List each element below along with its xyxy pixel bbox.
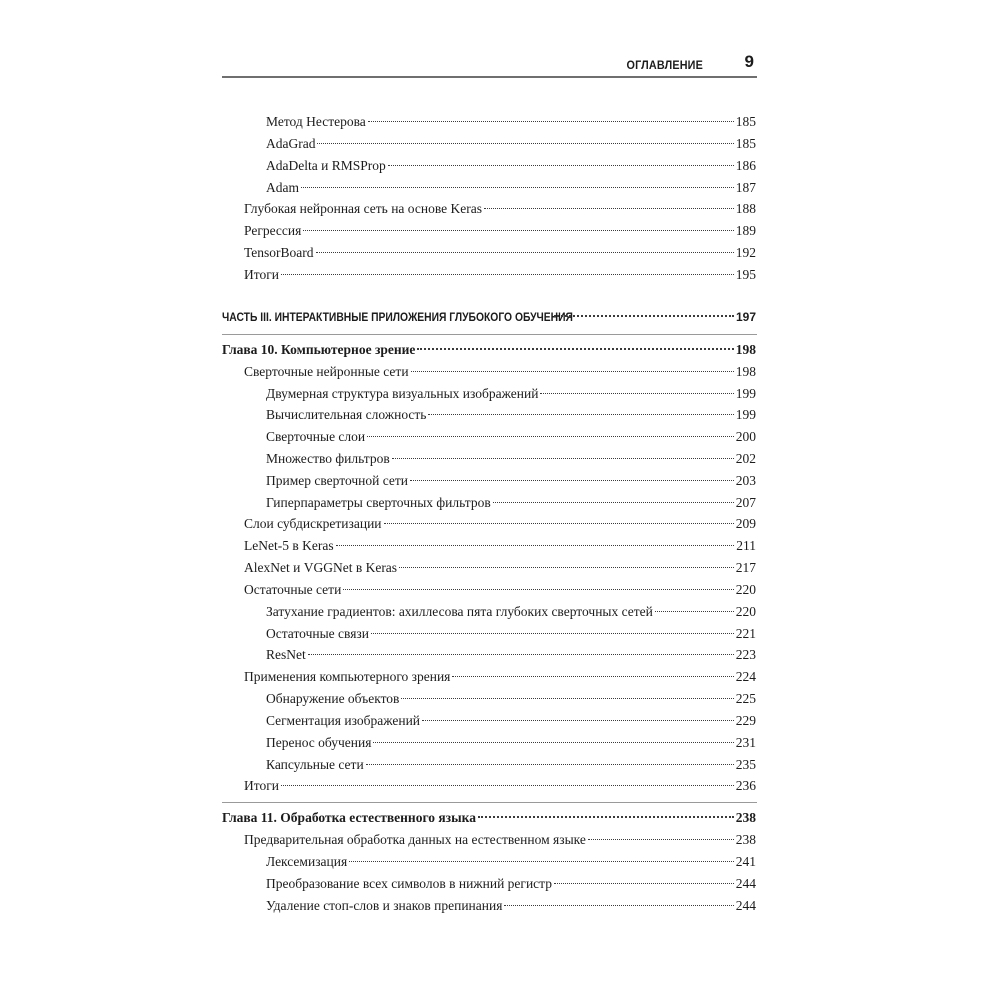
toc-entry: [266, 711, 756, 731]
toc-entry-page: 195: [735, 267, 756, 282]
toc-leader-dots: [317, 143, 733, 144]
toc-entry: [244, 265, 756, 285]
toc-leader-dots: [384, 523, 734, 524]
toc-entry-page: 220: [735, 604, 756, 619]
toc-leader-dots: [504, 905, 733, 906]
toc-leader-dots: [368, 121, 734, 122]
toc-entry-title: Перенос обучения: [266, 735, 372, 750]
toc-leader-dots: [493, 502, 734, 503]
toc-entry-page: 203: [735, 473, 756, 488]
toc-entry-page: 241: [735, 854, 756, 869]
toc-entry: [244, 776, 756, 796]
toc-entry-title: Остаточные сети: [244, 582, 342, 597]
toc-leader-dots: [308, 654, 734, 655]
toc-entry: [266, 493, 756, 513]
toc-leader-dots: [392, 458, 734, 459]
toc-entry: [266, 449, 756, 469]
toc-entry-title: Сверточные слои: [266, 429, 366, 444]
toc-leader-dots: [316, 252, 734, 253]
toc-leader-dots: [554, 883, 734, 884]
toc-leader-dots: [410, 480, 734, 481]
toc-chapter-title: Глава 10. Компьютерное зрение: [222, 342, 416, 357]
toc-entry-page: 192: [735, 245, 756, 260]
toc-entry-title: Остаточные связи: [266, 626, 369, 641]
toc-leader-dots: [428, 414, 733, 415]
toc-entry-title: Предварительная обработка данных на естественном языке: [244, 832, 586, 847]
toc-entry-page: 199: [735, 386, 756, 401]
toc-entry-page: 189: [735, 223, 756, 238]
toc-leader-dots: [655, 611, 734, 612]
toc-entry-title: Сегментация изображений: [266, 713, 421, 728]
toc-entry-page: 225: [735, 691, 756, 706]
toc-entry-title: Глубокая нейронная сеть на основе Keras: [244, 201, 482, 216]
toc-leader-dots: [417, 348, 733, 350]
toc-entry-title: Двумерная структура визуальных изображений: [266, 386, 539, 401]
toc-entry-title: Множество фильтров: [266, 451, 390, 466]
toc-leader-dots: [554, 315, 734, 317]
toc-entry-title: AlexNet и VGGNet в Keras: [244, 560, 398, 575]
toc-entry-title: Adam: [266, 180, 299, 195]
toc-entry: [266, 733, 756, 753]
toc-entry-title: Метод Нестерова: [266, 114, 366, 129]
section-rule: [222, 334, 757, 335]
toc-leader-dots: [422, 720, 734, 721]
toc-entry-page: 221: [735, 626, 756, 641]
toc-leader-dots: [371, 633, 734, 634]
toc-entry-title: Обнаружение объектов: [266, 691, 400, 706]
toc-entry-page: 236: [735, 778, 756, 793]
toc-entry-title: Лексемизация: [266, 854, 348, 869]
toc-entry-title: TensorBoard: [244, 245, 314, 260]
toc-entry-page: 235: [735, 757, 756, 772]
toc-entry: [244, 558, 756, 578]
toc-entry-page: 202: [735, 451, 756, 466]
toc-entry-page: 207: [735, 495, 756, 510]
toc-entry-page: 188: [735, 201, 756, 216]
toc-entry-page: 217: [735, 560, 756, 575]
toc-entry: [266, 874, 756, 894]
toc-entry: [244, 514, 756, 534]
toc-entry: [244, 580, 756, 600]
toc-leader-dots: [388, 165, 734, 166]
toc-entry: [266, 645, 756, 665]
toc-entry: [244, 830, 756, 850]
toc-entry-title: Преобразование всех символов в нижний регистр: [266, 876, 552, 891]
toc-entry: [266, 852, 756, 872]
toc-leader-dots: [588, 839, 734, 840]
toc-entry: [266, 134, 756, 154]
toc-leader-dots: [303, 230, 733, 231]
toc-leader-dots: [484, 208, 734, 209]
toc-leader-dots: [401, 698, 733, 699]
toc-entry-title: Капсульные сети: [266, 757, 364, 772]
toc-entry-page: 244: [735, 876, 756, 891]
toc-entry-title: Удаление стоп-слов и знаков препинания: [266, 898, 503, 913]
toc-entry-title: AdaGrad: [266, 136, 316, 151]
toc-entry: [266, 112, 756, 132]
toc-leader-dots: [540, 393, 733, 394]
toc-entry-page: 200: [735, 429, 756, 444]
toc-chapter-page: 198: [735, 342, 756, 357]
toc-entry: [266, 896, 756, 916]
toc-part-page: 197: [735, 310, 756, 324]
toc-chapter-page: 238: [735, 810, 756, 825]
toc-entry-title: Пример сверточной сети: [266, 473, 408, 488]
toc-entry: [266, 755, 756, 775]
toc-entry-title: ResNet: [266, 647, 306, 662]
page-number: 9: [744, 52, 754, 71]
toc-entry: [244, 243, 756, 263]
section-rule: [222, 802, 757, 803]
toc-entry-page: 229: [735, 713, 756, 728]
toc-entry-page: 185: [735, 114, 756, 129]
toc-entry-page: 231: [735, 735, 756, 750]
toc-entry-title: Применения компьютерного зрения: [244, 669, 451, 684]
toc-entry: [266, 405, 756, 425]
toc-chapter-entry: [222, 340, 756, 360]
toc-leader-dots: [336, 545, 735, 546]
toc-entry-page: 244: [735, 898, 756, 913]
toc-entry-title: Итоги: [244, 778, 279, 793]
toc-entry-page: 186: [735, 158, 756, 173]
toc-leader-dots: [366, 764, 734, 765]
toc-entry: [244, 362, 756, 382]
toc-leader-dots: [411, 371, 734, 372]
toc-entry-title: Сверточные нейронные сети: [244, 364, 409, 379]
toc-entry: [266, 156, 756, 176]
toc-entry-page: 238: [735, 832, 756, 847]
running-title: ОГЛАВЛЕНИЕ: [626, 58, 703, 72]
toc-chapter-entry: [222, 808, 756, 828]
toc-leader-dots: [281, 274, 734, 275]
toc-entry-title: Слои субдискретизации: [244, 516, 382, 531]
toc-entry: [244, 667, 756, 687]
toc-entry-page: 223: [735, 647, 756, 662]
toc-leader-dots: [349, 861, 734, 862]
toc-entry-page: 187: [735, 180, 756, 195]
toc-entry: [244, 221, 756, 241]
toc-entry: [266, 689, 756, 709]
toc-leader-dots: [301, 187, 734, 188]
toc-leader-dots: [478, 816, 734, 818]
toc-entry: [244, 536, 756, 556]
toc-entry-page: 185: [735, 136, 756, 151]
toc-part-title: ЧАСТЬ III. ИНТЕРАКТИВНЫЕ ПРИЛОЖЕНИЯ ГЛУБОКОГО ОБУЧЕНИЯ: [222, 310, 573, 324]
toc-entry-title: Гиперпараметры сверточных фильтров: [266, 495, 491, 510]
toc-chapter-title: Глава 11. Обработка естественного языка: [222, 810, 476, 825]
toc-leader-dots: [281, 785, 734, 786]
toc-entry-title: Вычислительная сложность: [266, 407, 427, 422]
toc-entry-title: LeNet-5 в Keras: [244, 538, 334, 553]
toc-entry-page: 209: [735, 516, 756, 531]
toc-entry: [266, 624, 756, 644]
toc-entry: [266, 602, 756, 622]
toc-entry-title: Итоги: [244, 267, 279, 282]
toc-entry: [266, 427, 756, 447]
toc-leader-dots: [399, 567, 734, 568]
toc-entry: [266, 471, 756, 491]
toc-entry-page: 211: [736, 538, 756, 553]
toc-leader-dots: [373, 742, 733, 743]
toc-entry-page: 198: [735, 364, 756, 379]
toc-leader-dots: [343, 589, 733, 590]
toc-entry-title: AdaDelta и RMSProp: [266, 158, 386, 173]
toc-entry-page: 220: [735, 582, 756, 597]
toc-entry-title: Затухание градиентов: ахиллесова пята глубоких сверточных сетей: [266, 604, 653, 619]
toc-leader-dots: [452, 676, 733, 677]
toc-entry-title: Регрессия: [244, 223, 302, 238]
toc-leader-dots: [367, 436, 734, 437]
toc-entry: [244, 199, 756, 219]
toc-entry: [266, 178, 756, 198]
toc-part-entry: [222, 307, 756, 327]
toc-entry-page: 224: [735, 669, 756, 684]
toc-entry: [266, 384, 756, 404]
toc-entry-page: 199: [735, 407, 756, 422]
